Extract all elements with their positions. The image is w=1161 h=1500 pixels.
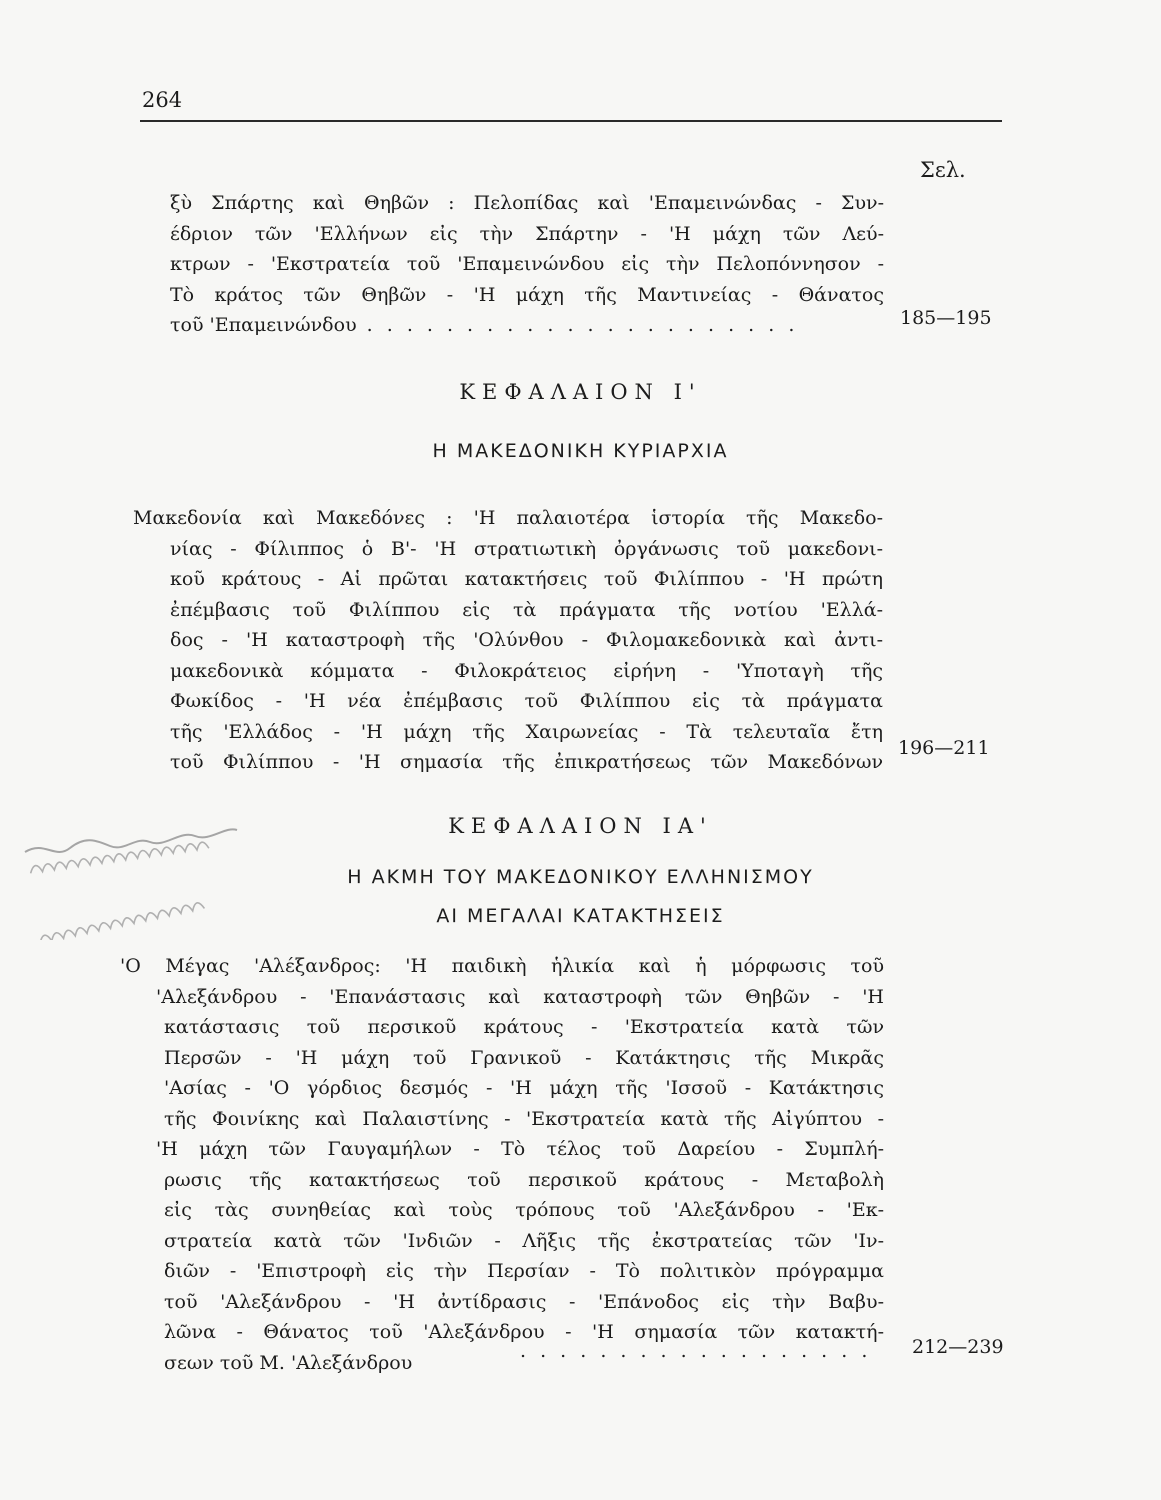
page-column-label: Σελ. [920, 158, 966, 182]
entry-line: Μακεδονία καὶ Μακεδόνες : 'Η παλαιοτέρα ἱστορία τῆς Μακεδο- [133, 507, 883, 529]
entry-line: κτρων - 'Εκστρατεία τοῦ 'Επαμεινώνδου εἰς τὴν Πελοπόννησον - [170, 253, 884, 275]
entry-line: εἰς τὰς συνηθείας καὶ τοὺς τρόπους τοῦ 'Αλεξάνδρου - 'Εκ- [164, 1199, 884, 1221]
entry-line: ξὺ Σπάρτης καὶ Θηβῶν : Πελοπίδας καὶ 'Επαμεινώνδας - Συν- [170, 192, 884, 214]
header-rule [140, 120, 1002, 122]
entry-line: 'Ασίας - 'Ο γόρδιος δεσμός - 'Η μάχη τῆς 'Ισσοῦ - Κατάκτησις [164, 1077, 884, 1099]
entry-line: 'Αλεξάνδρου - 'Επανάστασις καὶ καταστροφὴ τῶν Θηβῶν - 'Η [156, 985, 884, 1008]
toc-entry-continuation [170, 188, 884, 341]
entry-line: Τὸ κράτος τῶν Θηβῶν - 'Η μάχη τῆς Μαντινείας - Θάνατος [170, 283, 884, 306]
entry-line: μακεδονικὰ κόμματα - Φιλοκράτειος εἰρήνη - 'Υποταγὴ τῆς [170, 659, 883, 682]
entry-line: Φωκίδος - 'Η νέα ἐπέμβασις τοῦ Φιλίππου εἰς τὰ πράγματα [170, 690, 883, 712]
leader-dots: . . . . . . . . . . . . . . . . . . . . . . [356, 314, 799, 336]
entry-line: ρωσις τῆς κατακτήσεως τοῦ περσικοῦ κράτους - Μεταβολὴ [164, 1168, 884, 1191]
entry-line: διῶν - 'Επιστροφὴ εἰς τὴν Περσίαν - Τὸ πολιτικὸν πρόγραμμα [164, 1260, 884, 1282]
entry-line: στρατεία κατὰ τῶν 'Ινδιῶν - Λῆξις τῆς ἐκστρατείας τῶν 'Ιν- [164, 1229, 884, 1252]
chapter-title: ΚΕΦΑΛΑΙΟΝ ΙΑ' [448, 814, 713, 838]
entry-line: τῆς Φοινίκης καὶ Παλαιστίνης - 'Εκστρατεία κατὰ τῆς Αἰγύπτου - [164, 1107, 884, 1130]
entry-line: Περσῶν - 'Η μάχη τοῦ Γρανικοῦ - Κατάκτησις τῆς Μικρᾶς [164, 1046, 884, 1069]
entry-line: έδριον τῶν 'Ελλήνων εἰς τὴν Σπάρτην - 'Η μάχη τῶν Λεύ- [170, 222, 884, 245]
entry-line: τοῦ 'Αλεξάνδρου - 'Η ἀντίδρασις - 'Επάνοδος εἰς τὴν Βαβυ- [164, 1290, 884, 1313]
entry-line: 'Η μάχη τῶν Γαυγαμήλων - Τὸ τέλος τοῦ Δαρείου - Συμπλή- [156, 1138, 884, 1160]
leader-dots: . . . . . . . . . . . . . . . . . . [520, 1340, 872, 1362]
entry-line: κοῦ κράτους - Αἱ πρῶται κατακτήσεις τοῦ Φιλίππου - 'Η πρώτη [170, 568, 883, 590]
entry-line: ἐπέμβασις τοῦ Φιλίππου εἰς τὰ πράγματα τῆς νοτίου 'Ελλά- [170, 598, 883, 621]
entry-line: δος - 'Η καταστροφὴ τῆς 'Ολύνθου - Φιλομακεδονικὰ καὶ ἀντι- [170, 629, 883, 651]
chapter-subtitle-2: ΑΙ ΜΕΓΑΛΑΙ ΚΑΤΑΚΤΗΣΕΙΣ [436, 905, 725, 927]
entry-line: τοῦ Φιλίππου - 'Η σημασία τῆς ἐπικρατήσεως τῶν Μακεδόνων [170, 751, 883, 773]
chapter-subtitle: Η ΜΑΚΕΔΟΝΙΚΗ ΚΥΡΙΑΡΧΙΑ [432, 440, 729, 462]
chapter-title: ΚΕΦΑΛΑΙΟΝ Ι' [459, 380, 702, 404]
entry-line: 'Ο Μέγας 'Αλέξανδρος: 'Η παιδικὴ ἡλικία καὶ ἡ μόρφωσις τοῦ [120, 955, 884, 977]
toc-entry-chapter-11 [120, 951, 884, 1378]
toc-entry-chapter-10 [133, 503, 883, 778]
entry-line: λῶνα - Θάνατος τοῦ 'Αλεξάνδρου - 'Η σημασία τῶν κατακτή- [164, 1321, 884, 1343]
pencil-scribble [15, 800, 245, 940]
page-range: 185—195 [900, 307, 992, 329]
page-number: 264 [142, 88, 183, 112]
entry-line: σεων τοῦ Μ. 'Αλεξάνδρου [164, 1351, 413, 1374]
chapter-subtitle: Η ΑΚΜΗ ΤΟΥ ΜΑΚΕΔΟΝΙΚΟΥ ΕΛΛΗΝΙΣΜΟΥ [347, 866, 814, 888]
entry-line: νίας - Φίλιππος ὁ Β'- 'Η στρατιωτικὴ ὀργάνωσις τοῦ μακεδονι- [170, 537, 883, 560]
page-range: 212—239 [912, 1336, 1004, 1358]
page-range: 196—211 [898, 737, 990, 759]
entry-line: κατάστασις τοῦ περσικοῦ κράτους - 'Εκστρατεία κατὰ τῶν [164, 1016, 884, 1038]
entry-line: τῆς 'Ελλάδος - 'Η μάχη τῆς Χαιρωνείας - Τὰ τελευταῖα ἔτη [170, 720, 883, 743]
entry-line: τοῦ 'Επαμεινώνδου . . . . . . . . . . . . . . . . . . . . . . [170, 314, 799, 336]
